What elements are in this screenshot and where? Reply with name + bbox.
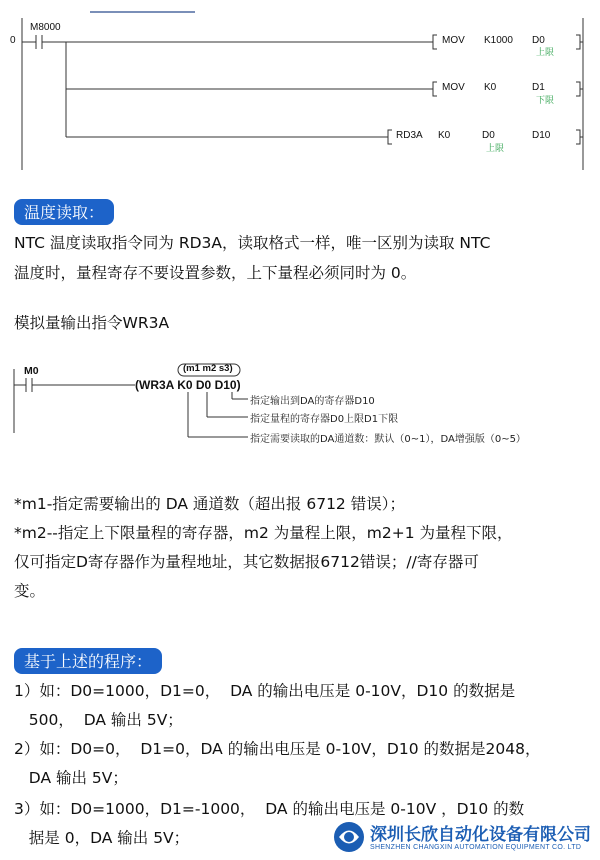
wr3a-diagram: [0, 355, 600, 455]
rung2-note: 下限: [536, 96, 555, 106]
rung1-note: 上限: [536, 48, 555, 58]
logo-cn: 深圳长欣自动化设备有限公司: [370, 825, 591, 845]
rung2-dst: D1: [532, 82, 545, 93]
rung3-p1: K0: [438, 130, 451, 141]
logo-en: SHENZHEN CHANGXIN AUTOMATION EQUIPMENT CO. LTD: [370, 844, 582, 851]
section-badge-program: 基于上述的程序：: [14, 648, 162, 674]
note-m2-cont: 仅可指定D寄存器作为量程地址，其它数据报6712错误；//寄存器可: [14, 553, 479, 571]
example-2-line-2: DA 输出 5V；: [14, 769, 128, 787]
ladder-diagram: [0, 0, 600, 175]
ladder-lines: [0, 0, 600, 175]
wr3a-params: (m1 m2 s3): [183, 363, 233, 374]
section-badge-temperature: 温度读取：: [14, 199, 114, 225]
note-m2-end: 变。: [14, 582, 46, 600]
example-2-line-1: 2）如：D0=0， D1=0，DA 的输出电压是 0-10V，D10 的数据是2048，: [14, 740, 541, 758]
rung2-src: K0: [484, 82, 497, 93]
changxin-logo-icon: [332, 820, 366, 854]
rung3-p3: D10: [532, 130, 551, 141]
contact-m8000: M8000: [30, 22, 61, 33]
step-number: 0: [10, 35, 16, 46]
wr3a-note-1: 指定输出到DA的寄存器D10: [250, 396, 375, 407]
rung1-dst: D0: [532, 35, 545, 46]
rung1-instr: MOV: [442, 35, 465, 46]
company-logo: [330, 818, 598, 858]
temp-line-2: 温度时，量程寄存不要设置参数，上下量程必须同时为 0。: [14, 264, 417, 282]
temp-line-1: NTC 温度读取指令同为 RD3A，读取格式一样，唯一区别为读取 NTC: [14, 234, 491, 252]
rung1-src: K1000: [484, 35, 513, 46]
rung3-instr: RD3A: [396, 130, 423, 141]
wr3a-note-3: 指定需要读取的DA通道数：默认（0~1），DA增强版（0~5）: [250, 434, 526, 445]
wr3a-instr: (WR3A K0 D0 D10): [135, 378, 241, 392]
rung3-p2: D0: [482, 130, 495, 141]
rung2-instr: MOV: [442, 82, 465, 93]
note-m2: *m2--指定上下限量程的寄存器，m2 为量程上限，m2+1 为量程下限，: [14, 524, 513, 542]
wr3a-title: 模拟量输出指令WR3A: [14, 314, 170, 332]
wr3a-contact: M0: [24, 365, 39, 377]
example-3-line-2: 据是 0，DA 输出 5V；: [14, 829, 190, 847]
rung3-p2-note: 上限: [486, 144, 505, 154]
example-1-line-1: 1）如：D0=1000，D1=0， DA 的输出电压是 0-10V，D10 的数据是: [14, 682, 516, 700]
example-1-line-2: 500， DA 输出 5V；: [14, 711, 183, 729]
example-3-line-1: 3）如：D0=1000，D1=-1000， DA 的输出电压是 0-10V ，D10 的数: [14, 800, 525, 818]
note-m1: *m1-指定需要输出的 DA 通道数（超出报 6712 错误）；: [14, 495, 405, 513]
wr3a-note-2: 指定量程的寄存器D0上限D1下限: [250, 414, 399, 425]
